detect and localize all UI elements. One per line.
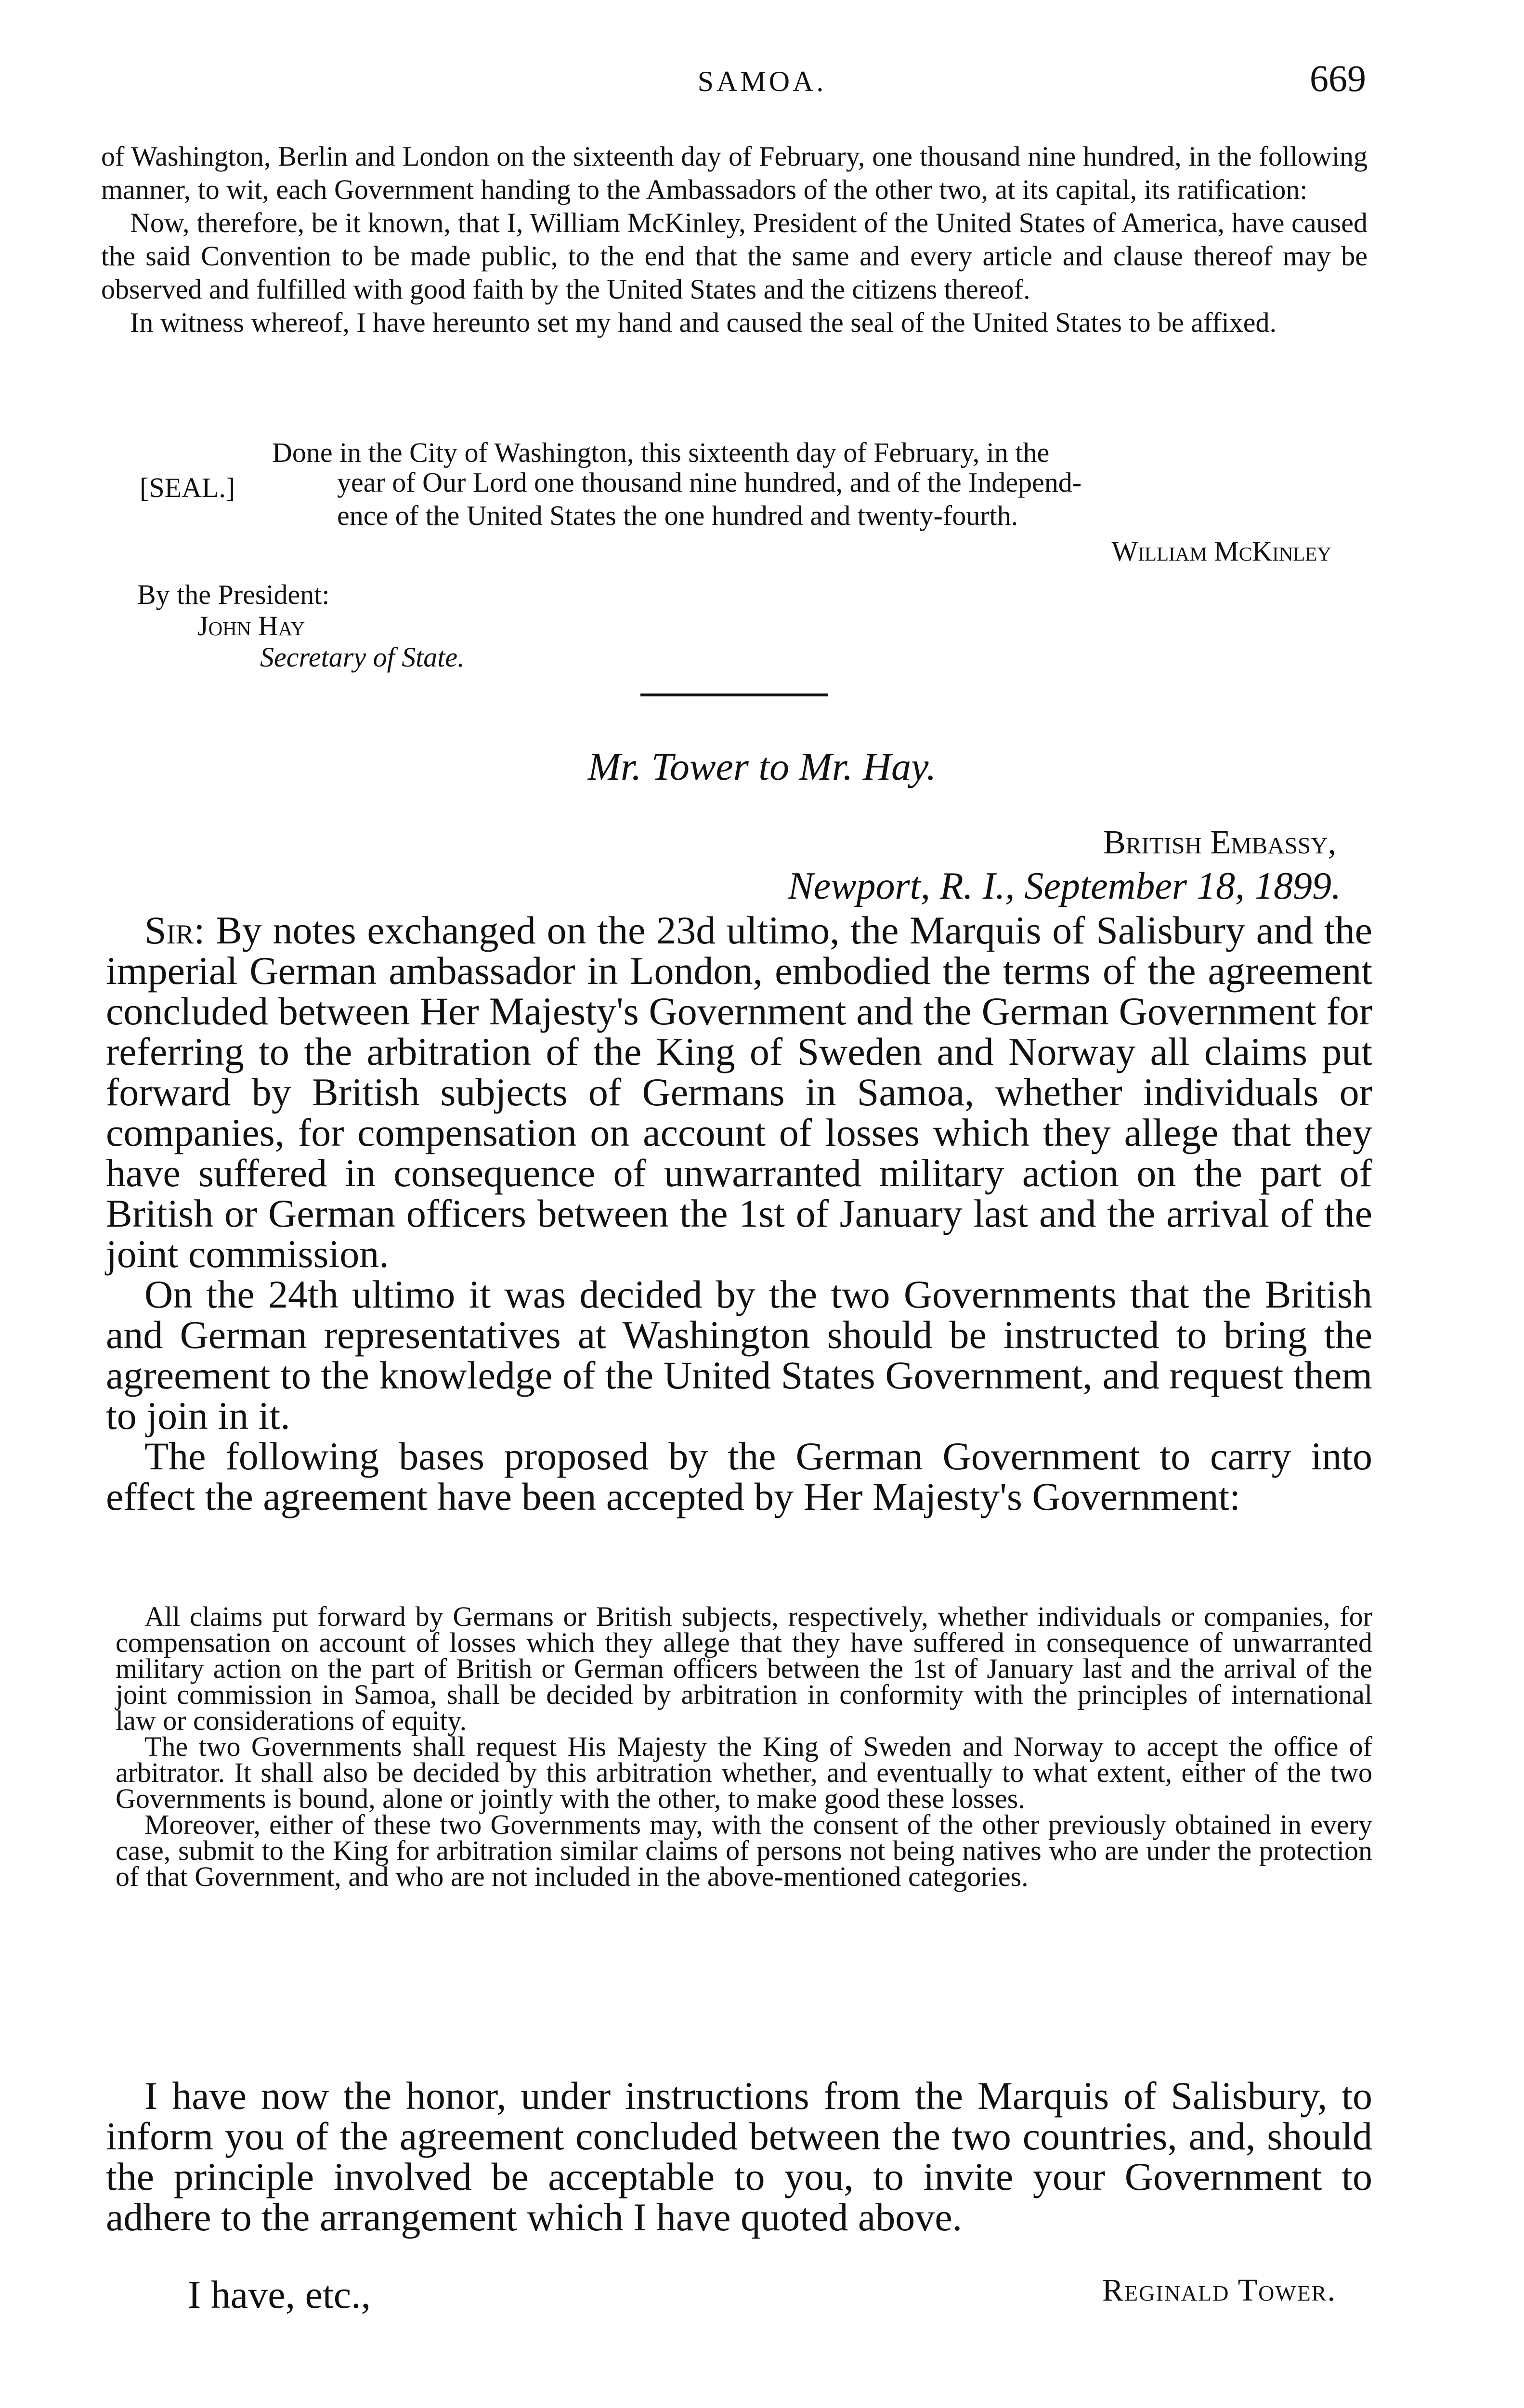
quoted-basis: All claims put forward by Germans or British subjects, respectively, whether individuals or companies, for compensation on account of losses which they allege that they have suffered in consequence of unwarranted military action on the part of British or German officers between the 1st of January last and the arrival of the joint commission in Samoa, shall be decided by arbitration in conformity with the principles of international law or considerations of equity. <box>116 1601 1372 1736</box>
secretary-title: Secretary of State. <box>260 641 465 673</box>
done-line-3: ence of the United States the one hundred and twenty-fourth. <box>337 500 1018 531</box>
quoted-basis: Moreover, either of these two Governments may, with the consent of the other previously obtained in every case, submit to the King for arbitration similar claims of persons not being natives who are under the protection of that Government, and who are not included in the above-mentioned categories. <box>116 1809 1372 1892</box>
salutation: Sir: <box>144 908 205 952</box>
letter-signature: Reginald Tower. <box>1102 2273 1336 2308</box>
running-header-title: SAMOA. <box>697 65 827 97</box>
letter-final <box>106 2076 1372 2238</box>
letter-paragraph: On the 24th ultimo it was decided by the two Governments that the British and German representatives at Washington should be instructed to bring the agreement to the knowledge of the United States Government, and request them to join in it. <box>106 1272 1372 1438</box>
letter-closing: I have, etc., <box>188 2273 371 2316</box>
seal-mark: [SEAL.] <box>140 472 235 503</box>
quoted-basis: The two Governments shall request His Majesty the King of Sweden and Norway to accept the office of arbitrator. It shall also be decided by this arbitration whether, and eventually to what extent, either of the two Governments is bound, alone or jointly with the other, to make good these losses. <box>116 1731 1372 1814</box>
by-the-president: By the President: <box>137 579 330 610</box>
proclamation-paragraph: Now, therefore, be it known, that I, William McKinley, President of the United States of America, have caused the said Convention to be made public, to the end that the same and every article and clause thereof may be observed and fulfilled with good faith by the United States and the citizens thereof. <box>101 207 1368 305</box>
section-divider <box>640 694 828 696</box>
president-signature: William McKinley <box>1111 536 1331 567</box>
page-number: 669 <box>1310 57 1366 99</box>
letter-paragraph-text: By notes exchanged on the 23d ultimo, the Marquis of Salisbury and the imperial German ambassador in London, embodied the terms of the agreement concluded between Her Majesty's Government and the German Government for referring to the arbitration of the King of Sweden and Norway all claims put forward by British subjects of Germans in Samoa, whether individuals or companies, for compensation on account of losses which they allege that they have suffered in consequence of unwarranted military action on the part of British or German officers between the 1st of January last and the arrival of the joint commission. <box>106 908 1372 1276</box>
letter-title: Mr. Tower to Mr. Hay. <box>587 745 937 788</box>
letter-place: British Embassy, <box>1103 824 1336 861</box>
quoted-bases <box>116 1601 1372 1892</box>
letter-date: Newport, R. I., September 18, 1899. <box>788 865 1341 907</box>
proclamation-paragraph: In witness whereof, I have hereunto set my hand and caused the seal of the United States to be affixed. <box>130 307 1277 338</box>
done-line-2: year of Our Lord one thousand nine hundred, and of the Independ- <box>337 467 1082 498</box>
done-line-1: Done in the City of Washington, this sixteenth day of February, in the <box>272 437 1050 468</box>
proclamation-paragraph: of Washington, Berlin and London on the sixteenth day of February, one thousand nine hundred, in the following manner, to wit, each Government handing to the Ambassadors of the other two, at its capital, its ratification: <box>101 141 1368 205</box>
secretary-name: John Hay <box>197 610 305 641</box>
letter-body <box>106 910 1372 1517</box>
letter-final-paragraph: I have now the honor, under instructions from the Marquis of Salisbury, to inform you of the agreement concluded between the two countries, and, should the principle involved be acceptable to you, to invite your Government to adhere to the arrangement which I have quoted above. <box>106 2074 1372 2239</box>
letter-paragraph: The following bases proposed by the German Government to carry into effect the agreement have been accepted by Her Majesty's Government: <box>106 1434 1372 1518</box>
letter-paragraph <box>106 910 1372 1274</box>
proclamation-text <box>101 140 1368 339</box>
